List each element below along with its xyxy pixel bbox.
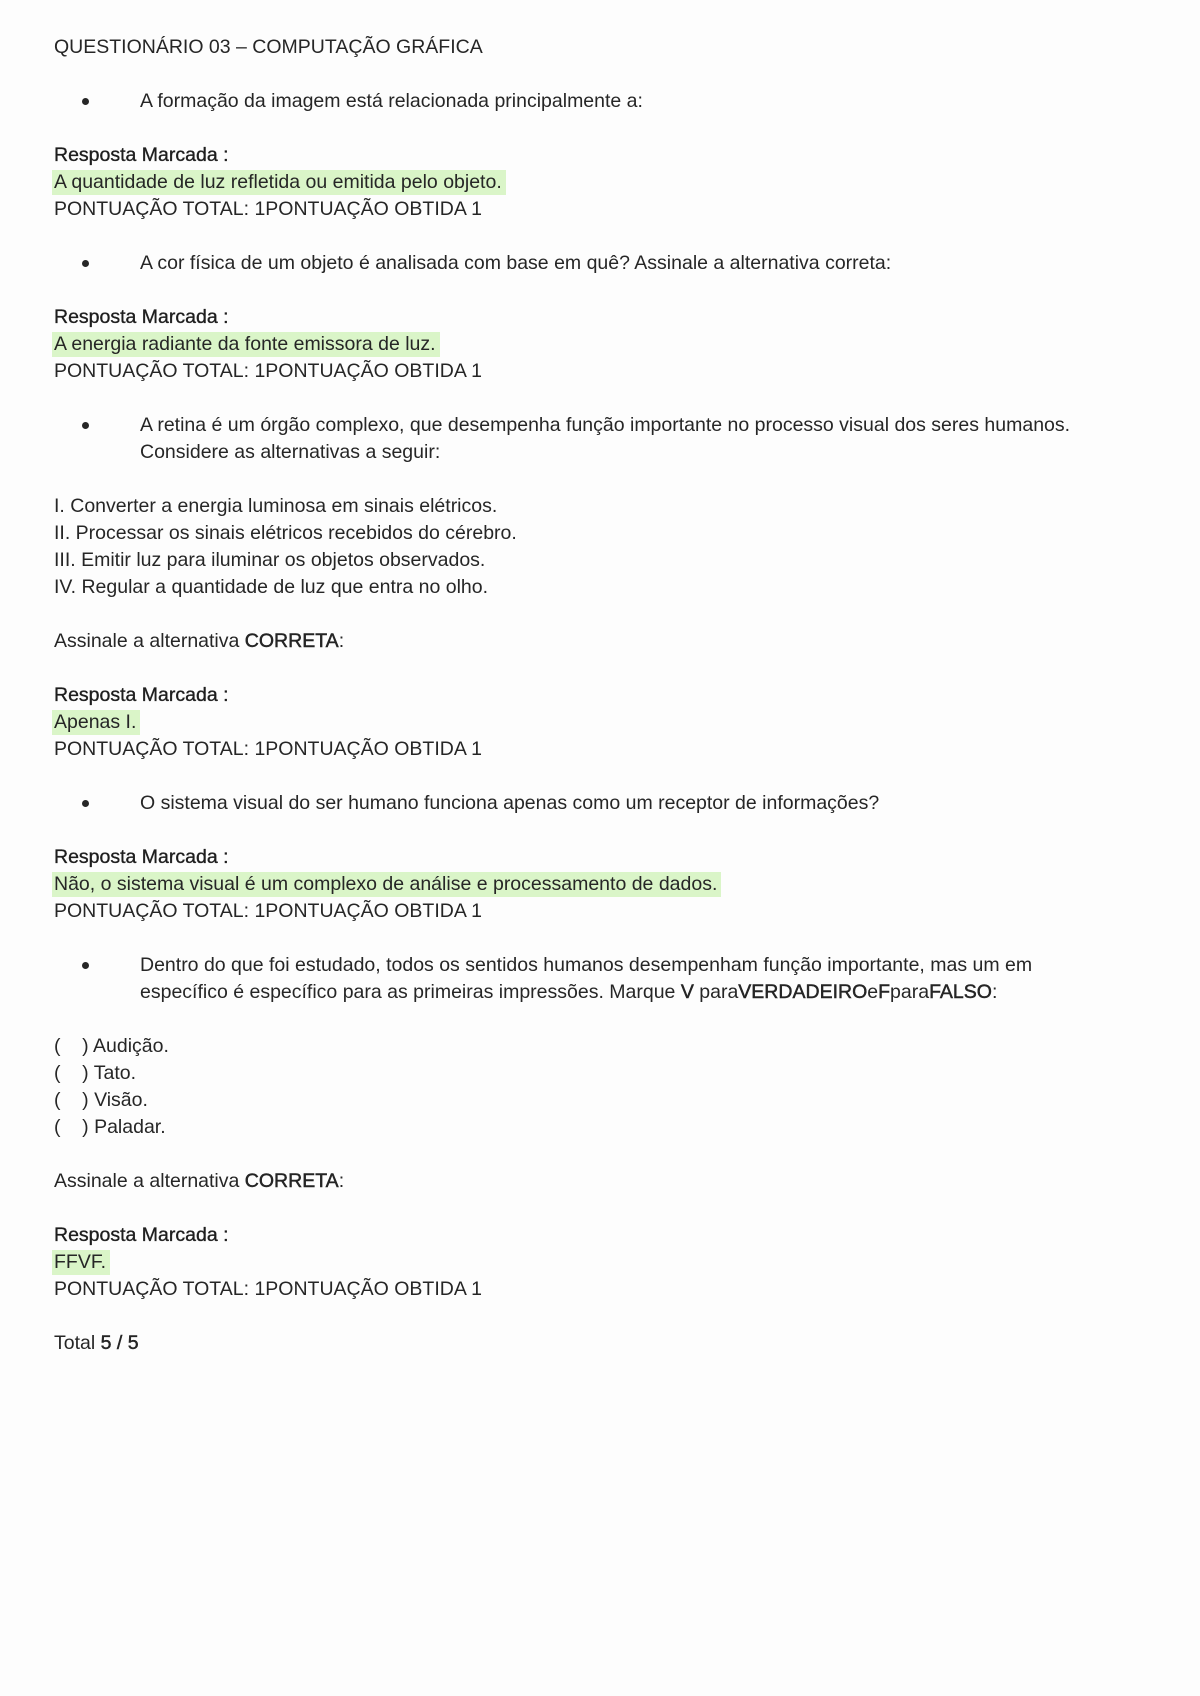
question-text-line2: específico é específico para as primeiras impressões. Marque V paraVERDADEIROeFparaFALSO:: [140, 981, 998, 1003]
marked-answer: FFVF.: [52, 1250, 110, 1275]
bullet-icon: [54, 250, 140, 277]
option-item: ( ) Audição.: [54, 1035, 169, 1057]
option-item: ( ) Paladar.: [54, 1116, 166, 1138]
marked-answer: A quantidade de luz refletida ou emitida pelo objeto.: [52, 170, 506, 195]
question-1: [54, 88, 1154, 115]
page-title: QUESTIONÁRIO 03 – COMPUTAÇÃO GRÁFICA: [54, 36, 483, 58]
bullet-icon: [54, 412, 140, 439]
question-2: [54, 250, 1154, 277]
score-line: PONTUAÇÃO TOTAL: 1PONTUAÇÃO OBTIDA 1: [54, 198, 483, 220]
answer-label: Resposta Marcada :: [54, 144, 229, 166]
question-5: [54, 952, 1154, 1006]
score-line: PONTUAÇÃO TOTAL: 1PONTUAÇÃO OBTIDA 1: [54, 738, 483, 760]
bullet-icon: [54, 952, 140, 979]
question-text-line1: A retina é um órgão complexo, que desempenha função importante no processo visual dos seres humanos.: [140, 414, 1071, 436]
marked-answer: A energia radiante da fonte emissora de luz.: [52, 332, 440, 357]
answer-label: Resposta Marcada :: [54, 306, 229, 328]
answer-label: Resposta Marcada :: [54, 684, 229, 706]
score-line: PONTUAÇÃO TOTAL: 1PONTUAÇÃO OBTIDA 1: [54, 900, 483, 922]
question-text: A formação da imagem está relacionada principalmente a:: [140, 90, 643, 112]
statement-item: II. Processar os sinais elétricos recebidos do cérebro.: [54, 522, 517, 544]
score-line: PONTUAÇÃO TOTAL: 1PONTUAÇÃO OBTIDA 1: [54, 360, 483, 382]
option-item: ( ) Visão.: [54, 1089, 148, 1111]
bullet-icon: [54, 790, 140, 817]
statement-item: III. Emitir luz para iluminar os objetos observados.: [54, 549, 486, 571]
question-text-line2: Considere as alternativas a seguir:: [140, 441, 441, 463]
question-3: [54, 412, 1154, 466]
statement-item: I. Converter a energia luminosa em sinais elétricos.: [54, 495, 498, 517]
question-text-line1: Dentro do que foi estudado, todos os sentidos humanos desempenham função importante, mas um em: [140, 954, 1033, 976]
question-text: A cor física de um objeto é analisada com base em quê? Assinale a alternativa correta:: [140, 252, 892, 274]
answer-label: Resposta Marcada :: [54, 1224, 229, 1246]
questionnaire-page: [54, 34, 1154, 1357]
score-line: PONTUAÇÃO TOTAL: 1PONTUAÇÃO OBTIDA 1: [54, 1278, 483, 1300]
marked-answer: Apenas I.: [52, 710, 140, 735]
instruction: Assinale a alternativa CORRETA:: [54, 1170, 345, 1192]
option-item: ( ) Tato.: [54, 1062, 136, 1084]
marked-answer: Não, o sistema visual é um complexo de análise e processamento de dados.: [52, 872, 721, 897]
total-score: Total 5 / 5: [54, 1332, 139, 1354]
question-4: [54, 790, 1154, 817]
instruction: Assinale a alternativa CORRETA:: [54, 630, 345, 652]
statement-item: IV. Regular a quantidade de luz que entra no olho.: [54, 576, 489, 598]
answer-label: Resposta Marcada :: [54, 846, 229, 868]
question-text: O sistema visual do ser humano funciona apenas como um receptor de informações?: [140, 792, 880, 814]
bullet-icon: [54, 88, 140, 115]
